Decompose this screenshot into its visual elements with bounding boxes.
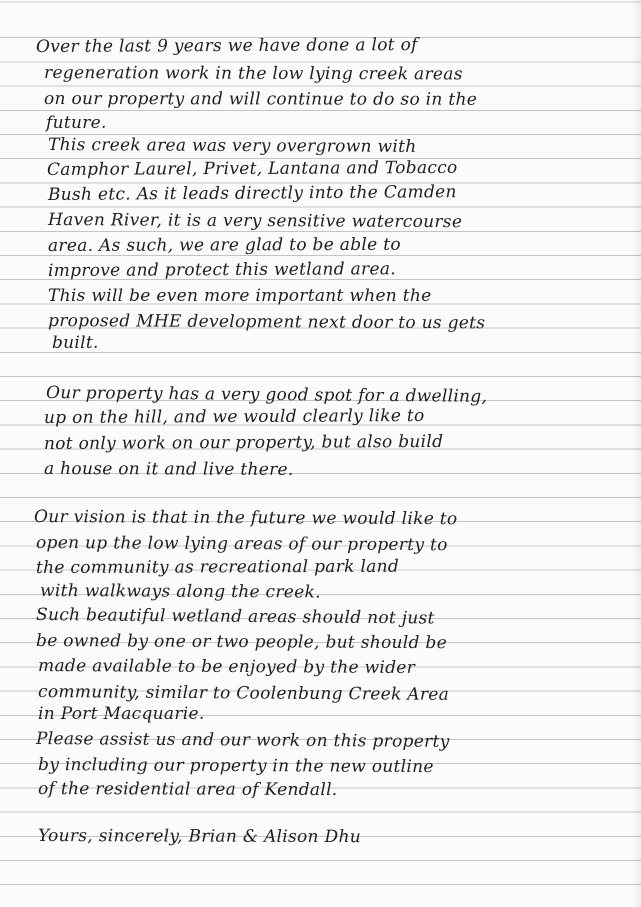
letter-line: Haven River, it is a very sensitive watercourse	[48, 210, 463, 233]
letter-line: proposed MHE development next door to us gets	[48, 311, 486, 334]
page-edge-shadow	[633, 0, 641, 907]
letter-line: with walkways along the creek.	[40, 581, 321, 603]
letter-line: This creek area was very overgrown with	[48, 135, 417, 157]
letter-line: be owned by one or two people, but should be	[36, 631, 448, 654]
letter-line: future.	[46, 113, 107, 133]
letter-line: made available to be enjoyed by the wider	[38, 656, 416, 678]
letter-line: not only work on our property, but also build	[43, 431, 444, 454]
letter-line: improve and protect this wetland area.	[47, 259, 396, 281]
letter-line: This will be even more important when the	[48, 286, 432, 306]
letter-line: Please assist us and our work on this property	[36, 729, 450, 752]
letter-line: in Port Macquarie.	[38, 704, 205, 724]
letter-line: open up the low lying areas of our property to	[36, 533, 448, 556]
letter-line: community, similar to Coolenbung Creek Area	[38, 682, 450, 705]
letter-line: a house on it and live there.	[44, 459, 294, 480]
letter-line: Camphor Laurel, Privet, Lantana and Tobacco	[46, 157, 458, 180]
letter-line: of the residential area of Kendall.	[38, 779, 338, 801]
letter-line: on our property and will continue to do so in the	[44, 89, 478, 110]
letter-line: Our vision is that in the future we would like to	[34, 507, 458, 530]
letter-line: area. As such, we are glad to be able to	[47, 234, 401, 256]
letter-line: by including our property in the new outline	[38, 755, 434, 778]
letter-line: Bush etc. As it leads directly into the Camden	[47, 182, 457, 205]
letter-line: Our property has a very good spot for a dwelling,	[46, 383, 488, 407]
letter-line: built.	[52, 333, 99, 353]
letter-line: up on the hill, and we would clearly like to	[43, 406, 425, 428]
letter-line: Such beautiful wetland areas should not just	[36, 605, 435, 629]
letter-line: Over the last 9 years we have done a lot of	[35, 35, 418, 57]
letter-signoff: Yours, sincerely, Brian & Alison Dhu	[38, 826, 362, 848]
letter-line: the community as recreational park land	[35, 556, 400, 578]
letter-line: regeneration work in the low lying creek areas	[44, 63, 463, 85]
